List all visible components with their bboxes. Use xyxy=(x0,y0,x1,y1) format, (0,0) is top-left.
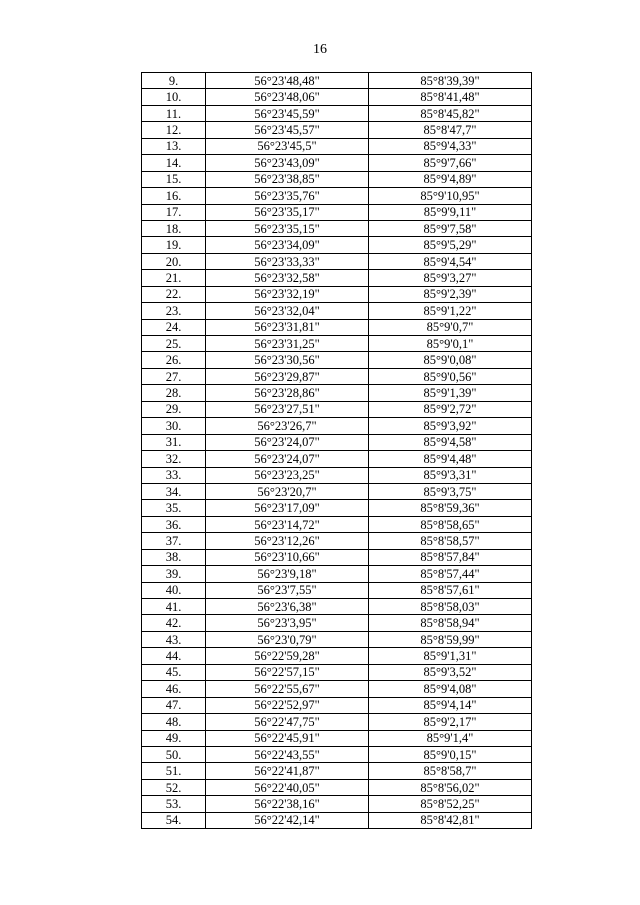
latitude-cell: 56°22'40,05" xyxy=(206,779,369,795)
point-number-cell: 18. xyxy=(142,220,206,236)
latitude-cell: 56°23'35,17" xyxy=(206,204,369,220)
table-row xyxy=(142,582,532,598)
point-number-cell: 29. xyxy=(142,401,206,417)
table-row xyxy=(142,270,532,286)
latitude-cell: 56°23'14,72" xyxy=(206,516,369,532)
table-row xyxy=(142,763,532,779)
longitude-cell: 85°9'3,75" xyxy=(369,483,532,499)
latitude-cell: 56°23'34,09" xyxy=(206,237,369,253)
longitude-cell: 85°8'42,81" xyxy=(369,812,532,828)
point-number-cell: 30. xyxy=(142,418,206,434)
table-row xyxy=(142,730,532,746)
coordinates-table xyxy=(141,72,532,829)
point-number-cell: 37. xyxy=(142,533,206,549)
point-number-cell: 40. xyxy=(142,582,206,598)
latitude-cell: 56°23'32,58" xyxy=(206,270,369,286)
longitude-cell: 85°9'1,22" xyxy=(369,303,532,319)
latitude-cell: 56°22'57,15" xyxy=(206,664,369,680)
latitude-cell: 56°23'33,33" xyxy=(206,253,369,269)
point-number-cell: 44. xyxy=(142,648,206,664)
table-row xyxy=(142,779,532,795)
longitude-cell: 85°8'57,61" xyxy=(369,582,532,598)
point-number-cell: 26. xyxy=(142,352,206,368)
table-row xyxy=(142,812,532,828)
table-row xyxy=(142,746,532,762)
point-number-cell: 50. xyxy=(142,746,206,762)
longitude-cell: 85°9'4,08" xyxy=(369,681,532,697)
latitude-cell: 56°23'30,56" xyxy=(206,352,369,368)
latitude-cell: 56°23'23,25" xyxy=(206,467,369,483)
latitude-cell: 56°22'41,87" xyxy=(206,763,369,779)
point-number-cell: 9. xyxy=(142,73,206,89)
table-row xyxy=(142,500,532,516)
latitude-cell: 56°23'45,57" xyxy=(206,122,369,138)
longitude-cell: 85°9'0,56" xyxy=(369,368,532,384)
latitude-cell: 56°23'10,66" xyxy=(206,549,369,565)
table-row xyxy=(142,516,532,532)
longitude-cell: 85°9'4,58" xyxy=(369,434,532,450)
point-number-cell: 15. xyxy=(142,171,206,187)
longitude-cell: 85°8'57,84" xyxy=(369,549,532,565)
table-row xyxy=(142,385,532,401)
latitude-cell: 56°23'31,81" xyxy=(206,319,369,335)
latitude-cell: 56°23'45,5" xyxy=(206,138,369,154)
table-row xyxy=(142,303,532,319)
latitude-cell: 56°23'26,7" xyxy=(206,418,369,434)
latitude-cell: 56°23'43,09" xyxy=(206,155,369,171)
point-number-cell: 10. xyxy=(142,89,206,105)
latitude-cell: 56°22'59,28" xyxy=(206,648,369,664)
longitude-cell: 85°9'3,92" xyxy=(369,418,532,434)
longitude-cell: 85°8'58,94" xyxy=(369,615,532,631)
latitude-cell: 56°22'43,55" xyxy=(206,746,369,762)
table-row xyxy=(142,368,532,384)
longitude-cell: 85°9'0,15" xyxy=(369,746,532,762)
table-row xyxy=(142,253,532,269)
point-number-cell: 42. xyxy=(142,615,206,631)
table-row xyxy=(142,549,532,565)
point-number-cell: 28. xyxy=(142,385,206,401)
point-number-cell: 16. xyxy=(142,188,206,204)
longitude-cell: 85°9'1,31" xyxy=(369,648,532,664)
latitude-cell: 56°22'38,16" xyxy=(206,796,369,812)
point-number-cell: 36. xyxy=(142,516,206,532)
latitude-cell: 56°22'42,14" xyxy=(206,812,369,828)
point-number-cell: 31. xyxy=(142,434,206,450)
table-row xyxy=(142,418,532,434)
latitude-cell: 56°22'45,91" xyxy=(206,730,369,746)
longitude-cell: 85°9'9,11" xyxy=(369,204,532,220)
longitude-cell: 85°9'0,1" xyxy=(369,336,532,352)
point-number-cell: 52. xyxy=(142,779,206,795)
latitude-cell: 56°23'28,86" xyxy=(206,385,369,401)
longitude-cell: 85°9'0,08" xyxy=(369,352,532,368)
point-number-cell: 39. xyxy=(142,566,206,582)
longitude-cell: 85°9'5,29" xyxy=(369,237,532,253)
longitude-cell: 85°9'0,7" xyxy=(369,319,532,335)
longitude-cell: 85°9'3,52" xyxy=(369,664,532,680)
page-number: 16 xyxy=(313,42,327,57)
longitude-cell: 85°8'59,99" xyxy=(369,631,532,647)
point-number-cell: 41. xyxy=(142,599,206,615)
longitude-cell: 85°9'7,58" xyxy=(369,220,532,236)
latitude-cell: 56°22'47,75" xyxy=(206,714,369,730)
latitude-cell: 56°23'3,95" xyxy=(206,615,369,631)
table-row xyxy=(142,483,532,499)
latitude-cell: 56°23'20,7" xyxy=(206,483,369,499)
table-row xyxy=(142,401,532,417)
longitude-cell: 85°8'41,48" xyxy=(369,89,532,105)
point-number-cell: 11. xyxy=(142,105,206,121)
table-row xyxy=(142,434,532,450)
longitude-cell: 85°8'39,39" xyxy=(369,73,532,89)
point-number-cell: 17. xyxy=(142,204,206,220)
point-number-cell: 22. xyxy=(142,286,206,302)
longitude-cell: 85°9'10,95" xyxy=(369,188,532,204)
point-number-cell: 47. xyxy=(142,697,206,713)
latitude-cell: 56°23'29,87" xyxy=(206,368,369,384)
latitude-cell: 56°23'48,48" xyxy=(206,73,369,89)
table-row xyxy=(142,599,532,615)
latitude-cell: 56°23'32,04" xyxy=(206,303,369,319)
point-number-cell: 23. xyxy=(142,303,206,319)
longitude-cell: 85°9'3,27" xyxy=(369,270,532,286)
point-number-cell: 25. xyxy=(142,336,206,352)
longitude-cell: 85°8'45,82" xyxy=(369,105,532,121)
longitude-cell: 85°8'52,25" xyxy=(369,796,532,812)
latitude-cell: 56°22'55,67" xyxy=(206,681,369,697)
point-number-cell: 38. xyxy=(142,549,206,565)
point-number-cell: 46. xyxy=(142,681,206,697)
table-row xyxy=(142,237,532,253)
latitude-cell: 56°23'24,07" xyxy=(206,434,369,450)
longitude-cell: 85°9'2,39" xyxy=(369,286,532,302)
longitude-cell: 85°8'58,57" xyxy=(369,533,532,549)
latitude-cell: 56°23'32,19" xyxy=(206,286,369,302)
table-row xyxy=(142,615,532,631)
latitude-cell: 56°23'17,09" xyxy=(206,500,369,516)
point-number-cell: 53. xyxy=(142,796,206,812)
coordinates-table-body xyxy=(142,73,532,829)
table-row xyxy=(142,631,532,647)
longitude-cell: 85°8'57,44" xyxy=(369,566,532,582)
latitude-cell: 56°23'48,06" xyxy=(206,89,369,105)
table-row xyxy=(142,220,532,236)
table-row xyxy=(142,155,532,171)
latitude-cell: 56°23'27,51" xyxy=(206,401,369,417)
point-number-cell: 49. xyxy=(142,730,206,746)
table-row xyxy=(142,204,532,220)
latitude-cell: 56°22'52,97" xyxy=(206,697,369,713)
point-number-cell: 32. xyxy=(142,451,206,467)
longitude-cell: 85°8'56,02" xyxy=(369,779,532,795)
table-row xyxy=(142,681,532,697)
latitude-cell: 56°23'31,25" xyxy=(206,336,369,352)
point-number-cell: 51. xyxy=(142,763,206,779)
point-number-cell: 24. xyxy=(142,319,206,335)
latitude-cell: 56°23'24,07" xyxy=(206,451,369,467)
table-row xyxy=(142,319,532,335)
longitude-cell: 85°9'2,72" xyxy=(369,401,532,417)
latitude-cell: 56°23'35,15" xyxy=(206,220,369,236)
table-row xyxy=(142,566,532,582)
point-number-cell: 21. xyxy=(142,270,206,286)
longitude-cell: 85°9'3,31" xyxy=(369,467,532,483)
point-number-cell: 48. xyxy=(142,714,206,730)
longitude-cell: 85°8'58,65" xyxy=(369,516,532,532)
latitude-cell: 56°23'0,79" xyxy=(206,631,369,647)
longitude-cell: 85°9'4,14" xyxy=(369,697,532,713)
table-row xyxy=(142,451,532,467)
table-row xyxy=(142,714,532,730)
table-row xyxy=(142,467,532,483)
table-row xyxy=(142,697,532,713)
table-row xyxy=(142,138,532,154)
point-number-cell: 20. xyxy=(142,253,206,269)
longitude-cell: 85°9'1,39" xyxy=(369,385,532,401)
point-number-cell: 27. xyxy=(142,368,206,384)
point-number-cell: 33. xyxy=(142,467,206,483)
point-number-cell: 43. xyxy=(142,631,206,647)
longitude-cell: 85°8'58,7" xyxy=(369,763,532,779)
point-number-cell: 13. xyxy=(142,138,206,154)
point-number-cell: 35. xyxy=(142,500,206,516)
latitude-cell: 56°23'7,55" xyxy=(206,582,369,598)
point-number-cell: 45. xyxy=(142,664,206,680)
table-row xyxy=(142,648,532,664)
table-row xyxy=(142,664,532,680)
longitude-cell: 85°9'4,89" xyxy=(369,171,532,187)
longitude-cell: 85°9'4,33" xyxy=(369,138,532,154)
latitude-cell: 56°23'9,18" xyxy=(206,566,369,582)
table-row xyxy=(142,352,532,368)
point-number-cell: 19. xyxy=(142,237,206,253)
table-row xyxy=(142,188,532,204)
longitude-cell: 85°9'4,48" xyxy=(369,451,532,467)
longitude-cell: 85°9'7,66" xyxy=(369,155,532,171)
point-number-cell: 14. xyxy=(142,155,206,171)
longitude-cell: 85°9'1,4" xyxy=(369,730,532,746)
latitude-cell: 56°23'35,76" xyxy=(206,188,369,204)
point-number-cell: 34. xyxy=(142,483,206,499)
longitude-cell: 85°8'47,7" xyxy=(369,122,532,138)
table-row xyxy=(142,89,532,105)
longitude-cell: 85°8'59,36" xyxy=(369,500,532,516)
longitude-cell: 85°8'58,03" xyxy=(369,599,532,615)
table-row xyxy=(142,796,532,812)
latitude-cell: 56°23'38,85" xyxy=(206,171,369,187)
table-row xyxy=(142,122,532,138)
point-number-cell: 12. xyxy=(142,122,206,138)
point-number-cell: 54. xyxy=(142,812,206,828)
longitude-cell: 85°9'4,54" xyxy=(369,253,532,269)
table-row xyxy=(142,533,532,549)
table-row xyxy=(142,105,532,121)
latitude-cell: 56°23'45,59" xyxy=(206,105,369,121)
longitude-cell: 85°9'2,17" xyxy=(369,714,532,730)
table-row xyxy=(142,171,532,187)
table-row xyxy=(142,286,532,302)
latitude-cell: 56°23'12,26" xyxy=(206,533,369,549)
latitude-cell: 56°23'6,38" xyxy=(206,599,369,615)
table-row xyxy=(142,336,532,352)
table-row xyxy=(142,73,532,89)
